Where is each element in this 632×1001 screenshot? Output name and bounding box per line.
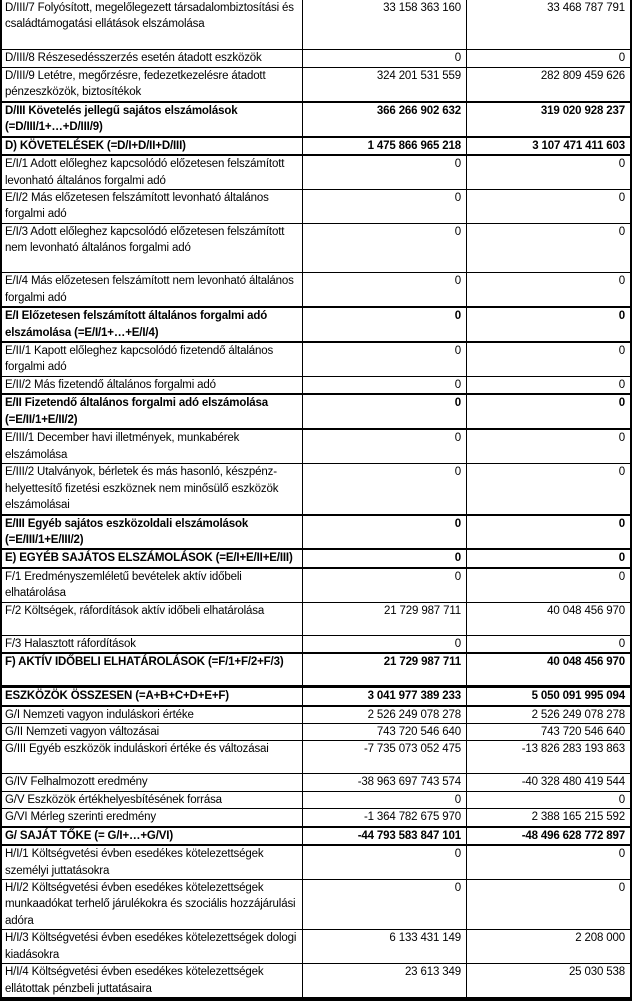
row-label: H/I/2 Költségvetési évben esedékes kötelezettségek munkaadókat terhelő járulékokra és szociális hozzájárulási adóra — [2, 880, 303, 929]
row-label: E/III/1 December havi illetmények, munkabérek elszámolása — [2, 430, 303, 463]
table-row — [2, 514, 630, 549]
table-row — [2, 685, 630, 704]
row-label: E/I/3 Adott előleghez kapcsolódó előzetesen felszámított nem levonható általános forgalmi adó — [2, 224, 303, 272]
row-label: E/II/2 Más fizetendő általános forgalmi adó — [2, 377, 303, 393]
row-label: D/III Követelés jellegű sajátos elszámolások (=D/III/1+…+D/III/9) — [2, 103, 303, 136]
row-amount-col-1: 21 729 987 711 — [303, 603, 467, 635]
row-amount-col-2: 5 050 091 995 094 — [531, 690, 625, 703]
row-label: G/VI Mérleg szerinti eredmény — [2, 809, 303, 825]
row-amount-col-2: 0 — [618, 275, 625, 288]
row-amount-col-2: 0 — [618, 552, 625, 565]
row-amount-col-1: 0 — [303, 156, 467, 189]
row-amount-col-1: 21 729 987 711 — [303, 654, 467, 685]
row-label: D/III/8 Részesedésszerzés esetén átadott eszközök — [2, 50, 303, 66]
table-row — [2, 548, 630, 566]
row-amount-col-2: 0 — [618, 848, 625, 861]
row-amount-col-2: 0 — [618, 225, 625, 238]
row-amount-col-1: 0 — [303, 516, 467, 549]
row-label: G/III Egyéb eszközök induláskori értéke és változásai — [2, 741, 303, 773]
row-amount-col-2: 0 — [618, 191, 625, 204]
row-label: H/I/3 Költségvetési évben esedékes kötelezettségek dologi kiadásokra — [2, 930, 303, 963]
row-amount-col-1: -38 963 697 743 574 — [303, 774, 467, 790]
table-row — [2, 376, 630, 393]
table-row — [2, 341, 630, 376]
row-amount-col-1: 2 526 249 078 278 — [303, 707, 467, 723]
row-amount-col-1: 0 — [303, 464, 467, 513]
table-row — [2, 189, 630, 223]
table-row — [2, 723, 630, 740]
table-row — [2, 154, 630, 189]
row-amount-col-1: 1 475 866 965 218 — [303, 138, 467, 154]
row-label: D/III/9 Letétre, megőrzésre, fedezetkezelésre átadott pénzeszközök, biztosítékok — [2, 68, 303, 101]
row-amount-col-2: 0 — [618, 378, 625, 391]
row-amount-col-1: 33 158 363 160 — [303, 0, 467, 49]
row-amount-col-1: 324 201 531 559 — [303, 68, 467, 101]
row-label: H/I/1 Költségvetési évben esedékes kötelezettségek személyi juttatásokra — [2, 846, 303, 879]
row-label: F) AKTÍV IDŐBELI ELHATÁROLÁSOK (=F/1+F/2+F/3) — [2, 654, 303, 685]
row-label: F/2 Költségek, ráfordítások aktív időbeli elhatárolása — [2, 603, 303, 635]
row-amount-col-2: -48 496 628 772 897 — [521, 829, 625, 842]
row-amount-col-2: 2 208 000 — [575, 932, 625, 945]
row-label: G/V Eszközök értékhelyesbítésének forrása — [2, 792, 303, 808]
row-amount-col-2: 2 388 165 215 592 — [531, 811, 625, 824]
table-row — [2, 272, 630, 306]
table-row — [2, 844, 630, 879]
row-label: G/ SAJÁT TŐKE (= G/I+…+G/VI) — [2, 828, 303, 844]
row-label: E/III/2 Utalványok, bérletek és más hasonló, készpénz-helyettesítő fizetési eszköznek nem minősülő eszközök elszámolásai — [2, 464, 303, 513]
row-amount-col-1: 6 133 431 149 — [303, 930, 467, 963]
table-row — [2, 808, 630, 825]
table-row — [2, 826, 630, 844]
row-amount-col-1: 0 — [303, 430, 467, 463]
table-row — [2, 567, 630, 602]
table-row — [2, 101, 630, 136]
row-amount-col-1: 0 — [303, 190, 467, 223]
table-row — [2, 393, 630, 428]
row-amount-col-2: 2 526 249 078 278 — [531, 708, 625, 721]
table-row — [2, 929, 630, 963]
row-amount-col-1: 0 — [303, 308, 467, 341]
table-row — [2, 0, 630, 49]
row-amount-col-2: 0 — [618, 517, 625, 530]
row-label: E) EGYÉB SAJÁTOS ELSZÁMOLÁSOK (=E/I+E/II+E/III) — [2, 550, 303, 566]
row-label: F/1 Eredményszemléletű bevételek aktív időbeli elhatárolása — [2, 569, 303, 602]
row-amount-col-2: 743 720 546 640 — [540, 725, 625, 738]
row-amount-col-2: 3 107 471 411 603 — [532, 139, 625, 152]
row-amount-col-2: 0 — [618, 158, 625, 171]
row-label: D) KÖVETELÉSEK (=D/I+D/II+D/III) — [2, 138, 303, 154]
table-row — [2, 602, 630, 635]
row-amount-col-1: 0 — [303, 880, 467, 929]
row-amount-col-1: -1 364 782 675 970 — [303, 809, 467, 825]
row-amount-col-1: 23 613 349 — [303, 964, 467, 997]
row-amount-col-2: 0 — [618, 432, 625, 445]
row-label: E/III Egyéb sajátos eszközoldali elszámolások (=E/III/1+E/III/2) — [2, 516, 303, 549]
row-amount-col-1: 366 266 902 632 — [303, 103, 467, 136]
row-amount-col-2: 282 809 459 626 — [540, 69, 625, 82]
row-amount-col-2: 25 030 538 — [568, 966, 625, 979]
row-amount-col-1: 0 — [303, 395, 467, 428]
row-amount-col-1: 0 — [303, 343, 467, 376]
row-amount-col-2: 40 048 456 970 — [547, 656, 625, 669]
row-amount-col-1: 0 — [303, 792, 467, 808]
row-amount-col-2: 319 020 928 237 — [540, 104, 625, 117]
row-amount-col-1: 0 — [303, 224, 467, 272]
row-amount-col-2: -40 328 480 419 544 — [521, 776, 625, 789]
row-amount-col-2: 0 — [618, 466, 625, 479]
table-row — [2, 223, 630, 272]
table-row — [2, 136, 630, 154]
row-amount-col-2: 33 468 787 791 — [547, 2, 625, 14]
row-amount-col-1: -7 735 073 052 475 — [303, 741, 467, 773]
table-row — [2, 67, 630, 101]
row-amount-col-1: 0 — [303, 50, 467, 66]
row-amount-col-1: 743 720 546 640 — [303, 724, 467, 740]
table-row — [2, 49, 630, 66]
row-amount-col-2: 0 — [618, 793, 625, 806]
row-label: E/I/4 Más előzetesen felszámított nem levonható általános forgalmi adó — [2, 273, 303, 306]
row-amount-col-2: -13 826 283 193 863 — [521, 743, 625, 756]
row-label: D/III/7 Folyósított, megelőlegezett társadalombiztosítási és családtámogatási ellátások elszámolása — [2, 0, 303, 49]
table-row — [2, 879, 630, 929]
table-row — [2, 306, 630, 341]
row-amount-col-1: 0 — [303, 273, 467, 306]
table-row — [2, 463, 630, 513]
row-label: E/I Előzetesen felszámított általános forgalmi adó elszámolása (=E/I/1+…+E/I/4) — [2, 308, 303, 341]
row-amount-col-2: 0 — [618, 310, 625, 323]
row-label: G/I Nemzeti vagyon induláskori értéke — [2, 707, 303, 723]
table-row — [2, 652, 630, 685]
row-amount-col-1: 0 — [303, 636, 467, 652]
row-amount-col-2: 0 — [618, 637, 625, 650]
row-amount-col-1: 0 — [303, 550, 467, 566]
table-row — [2, 740, 630, 773]
table-row — [2, 635, 630, 652]
row-amount-col-1: 3 041 977 389 233 — [303, 688, 467, 704]
row-label: E/I/1 Adott előleghez kapcsolódó előzetesen felszámított levonható általános forgalmi adó — [2, 156, 303, 189]
row-amount-col-1: -44 793 583 847 101 — [303, 828, 467, 844]
row-label: E/II Fizetendő általános forgalmi adó elszámolása (=E/II/1+E/II/2) — [2, 395, 303, 428]
row-amount-col-2: 40 048 456 970 — [547, 604, 625, 617]
row-label: G/IV Felhalmozott eredmény — [2, 774, 303, 790]
row-label: ESZKÖZÖK ÖSSZESEN (=A+B+C+D+E+F) — [2, 688, 303, 704]
row-amount-col-1: 0 — [303, 377, 467, 393]
row-amount-col-1: 0 — [303, 846, 467, 879]
table-row — [2, 428, 630, 463]
table-row — [2, 791, 630, 808]
row-amount-col-2: 0 — [618, 52, 625, 65]
row-amount-col-2: 0 — [618, 345, 625, 358]
row-amount-col-2: 0 — [618, 882, 625, 895]
row-label: E/II/1 Kapott előleghez kapcsolódó fizetendő általános forgalmi adó — [2, 343, 303, 376]
row-amount-col-2: 0 — [618, 570, 625, 583]
row-label: E/I/2 Más előzetesen felszámított levonható általános forgalmi adó — [2, 190, 303, 223]
table-row — [2, 705, 630, 723]
row-amount-col-1: 0 — [303, 569, 467, 602]
row-label: G/II Nemzeti vagyon változásai — [2, 724, 303, 740]
table-row — [2, 963, 630, 997]
table-row — [2, 773, 630, 790]
row-amount-col-2: 0 — [618, 397, 625, 410]
row-label: F/3 Halasztott ráfordítások — [2, 636, 303, 652]
row-label: H/I/4 Költségvetési évben esedékes kötelezettségek ellátottak pénzbeli juttatásaira — [2, 964, 303, 997]
